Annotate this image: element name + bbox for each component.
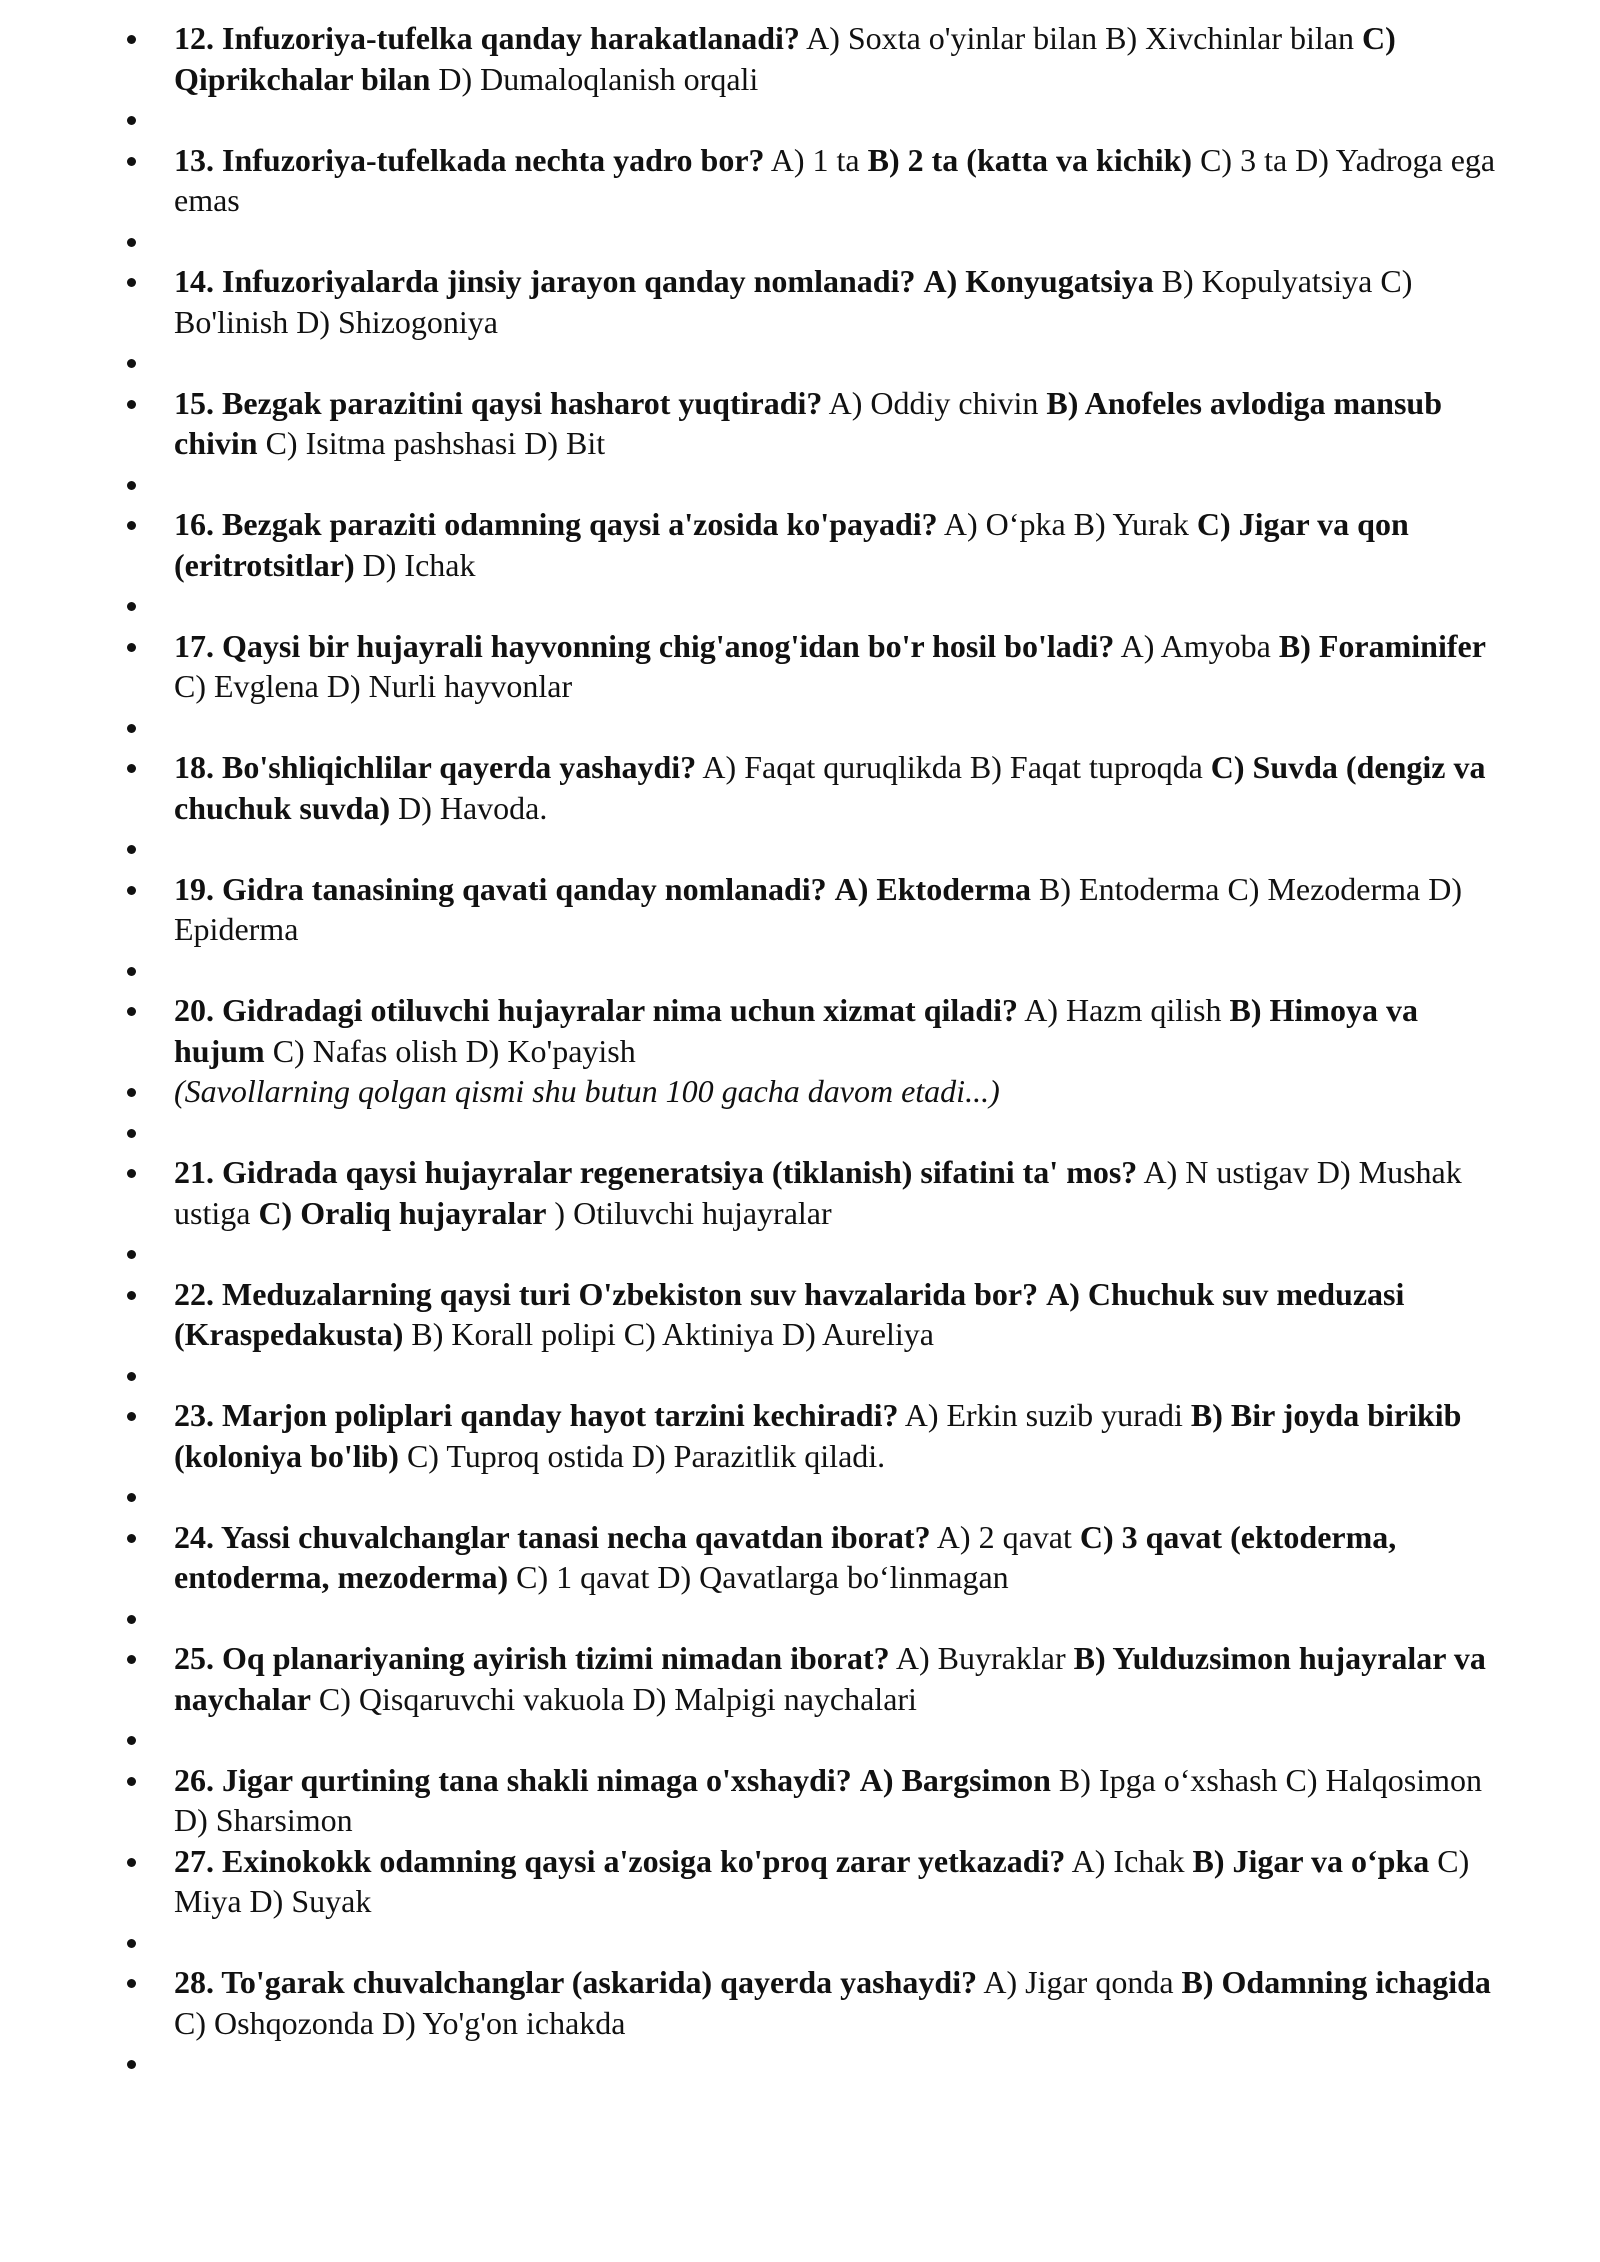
- correct-answer: A) Ektoderma: [834, 870, 1032, 907]
- question-item: [0, 261, 1600, 342]
- options-after-answer: B) Entoderma C) Mezoderma D) Epiderma: [174, 870, 1463, 947]
- question-list: [0, 18, 1600, 2084]
- question-item: [0, 140, 1600, 221]
- question-text: 25. Oq planariyaning ayirish tizimi nimadan iborat?: [174, 1640, 890, 1676]
- question-text: 28. To'garak chuvalchanglar (askarida) qayerda yashaydi?: [174, 1964, 978, 2000]
- empty-list-item: [0, 2043, 1600, 2084]
- empty-list-item: [0, 221, 1600, 262]
- options-after-answer: B) Ipga o‘xshash C) Halqosimon D) Sharsimon: [174, 1761, 1482, 1838]
- options-before-answer: A) Erkin suzib yuradi: [898, 1397, 1191, 1433]
- empty-list-item: [0, 1476, 1600, 1517]
- options-after-answer: C) Qisqaruvchi vakuola D) Malpigi naychalari: [310, 1680, 917, 1717]
- question-text: 13. Infuzoriya-tufelkada nechta yadro bor?: [174, 141, 765, 178]
- options-before-answer: A) O‘pka B) Yurak: [937, 506, 1197, 542]
- options-after-answer: ) Otiluvchi hujayralar: [546, 1194, 832, 1231]
- empty-list-item: [0, 707, 1600, 748]
- question-text: 24. Yassi chuvalchanglar tanasi necha qavatdan iborat?: [174, 1518, 931, 1555]
- options-before-answer: A) Ichak: [1065, 1842, 1193, 1879]
- continuation-note: (Savollarning qolgan qismi shu butun 100 gacha davom etadi...): [174, 1073, 1000, 1109]
- question-text: 15. Bezgak parazitini qaysi hasharot yuqtiradi?: [174, 384, 823, 421]
- question-text: 20. Gidradagi otiluvchi hujayralar nima uchun xizmat qiladi?: [174, 992, 1018, 1028]
- options-before-answer: [1038, 1276, 1046, 1312]
- question-text: 16. Bezgak paraziti odamning qaysi a'zosida ko'payadi?: [174, 506, 938, 542]
- question-item: [0, 383, 1600, 464]
- empty-list-item: [0, 828, 1600, 869]
- correct-answer: B) 2 ta (katta va kichik): [867, 141, 1193, 178]
- empty-list-item: [0, 1922, 1600, 1963]
- question-item: [0, 1274, 1600, 1355]
- question-text: 22. Meduzalarning qaysi turi O'zbekiston suv havzalarida bor?: [174, 1275, 1039, 1312]
- correct-answer: B) Foraminifer: [1278, 627, 1486, 664]
- question-item: [0, 990, 1600, 1071]
- empty-list-item: [0, 1112, 1600, 1153]
- options-before-answer: [827, 871, 835, 907]
- question-text: 17. Qaysi bir hujayrali hayvonning chig'anog'idan bo'r hosil bo'ladi?: [174, 627, 1115, 664]
- correct-answer: B) Odamning ichagida: [1181, 1964, 1491, 2000]
- question-item: [0, 1962, 1600, 2043]
- empty-list-item: [0, 585, 1600, 626]
- empty-list-item: [0, 342, 1600, 383]
- correct-answer: C) 3 qavat (ektoderma, entoderma, mezoderma): [174, 1518, 1397, 1595]
- options-before-answer: A) Faqat quruqlikda B) Faqat tuproqda: [696, 749, 1211, 785]
- options-after-answer: B) Kopulyatsiya C) Bo'linish D) Shizogoniya: [174, 263, 1413, 340]
- options-after-answer: B) Korall polipi C) Aktiniya D) Aureliya: [403, 1316, 934, 1352]
- options-before-answer: A) Oddiy chivin: [822, 384, 1047, 421]
- options-after-answer: C) Evglena D) Nurli hayvonlar: [174, 668, 573, 704]
- question-text: 12. Infuzoriya-tufelka qanday harakatlanadi?: [174, 20, 800, 56]
- question-item: [0, 1395, 1600, 1476]
- question-item: [0, 18, 1600, 99]
- empty-list-item: [0, 99, 1600, 140]
- question-item: [0, 504, 1600, 585]
- correct-answer: B) Yulduzsimon hujayralar va naychalar: [174, 1640, 1486, 1717]
- empty-list-item: [0, 1598, 1600, 1639]
- empty-list-item: [0, 1355, 1600, 1396]
- question-text: 18. Bo'shliqichlilar qayerda yashaydi?: [174, 749, 697, 785]
- question-item: [0, 869, 1600, 950]
- correct-answer: A) Chuchuk suv meduzasi (Kraspedakusta): [174, 1275, 1405, 1352]
- options-before-answer: A) Hazm qilish: [1017, 992, 1230, 1028]
- options-after-answer: D) Ichak: [354, 546, 476, 583]
- correct-answer: B) Bir joyda birikib (koloniya bo'lib): [174, 1397, 1462, 1474]
- question-text: 26. Jigar qurtining tana shakli nimaga o'xshaydi?: [174, 1761, 852, 1798]
- empty-list-item: [0, 1719, 1600, 1760]
- correct-answer: C) Jigar va qon (eritrotsitlar): [174, 506, 1409, 583]
- question-item: [0, 747, 1600, 828]
- options-after-answer: D) Havoda.: [390, 789, 548, 826]
- options-after-answer: C) 3 ta D) Yadroga ega emas: [174, 141, 1496, 218]
- question-item: [0, 1638, 1600, 1719]
- empty-list-item: [0, 1233, 1600, 1274]
- question-item: [0, 1517, 1600, 1598]
- question-item: [0, 1760, 1600, 1841]
- correct-answer: C) Qiprikchalar bilan: [174, 20, 1396, 97]
- note-list-item: [0, 1071, 1600, 1112]
- options-before-answer: A) Amyoba: [1114, 627, 1279, 664]
- question-text: 27. Exinokokk odamning qaysi a'zosiga ko'proq zarar yetkazadi?: [174, 1842, 1066, 1879]
- options-after-answer: C) Nafas olish D) Ko'payish: [264, 1032, 636, 1069]
- question-text: 23. Marjon poliplari qanday hayot tarzini kechiradi?: [174, 1397, 899, 1433]
- correct-answer: C) Suvda (dengiz va chuchuk suvda): [174, 749, 1486, 826]
- question-item: [0, 1152, 1600, 1233]
- question-item: [0, 1841, 1600, 1922]
- question-text: 21. Gidrada qaysi hujayralar regeneratsiya (tiklanish) sifatini ta' mos?: [174, 1154, 1138, 1190]
- correct-answer: B) Anofeles avlodiga mansub chivin: [174, 384, 1442, 461]
- options-after-answer: C) Isitma pashshasi D) Bit: [257, 425, 606, 461]
- options-before-answer: A) 2 qavat: [930, 1518, 1080, 1555]
- correct-answer: B) Himoya va hujum: [174, 992, 1418, 1069]
- options-before-answer: A) 1 ta: [764, 141, 868, 178]
- question-item: [0, 626, 1600, 707]
- options-after-answer: C) Tuproq ostida D) Parazitlik qiladi.: [398, 1437, 886, 1474]
- options-before-answer: A) N ustigav D) Mushak ustiga: [174, 1154, 1462, 1231]
- question-text: 14. Infuzoriyalarda jinsiy jarayon qanday nomlanadi?: [174, 263, 916, 299]
- options-after-answer: C) Oshqozonda D) Yo'g'on ichakda: [174, 2004, 626, 2041]
- options-after-answer: D) Dumaloqlanish orqali: [430, 60, 759, 97]
- correct-answer: B) Jigar va o‘pka: [1192, 1842, 1430, 1879]
- options-before-answer: A) Jigar qonda: [977, 1964, 1182, 2000]
- correct-answer: A) Konyugatsiya: [923, 263, 1154, 299]
- empty-list-item: [0, 950, 1600, 991]
- options-before-answer: [852, 1762, 860, 1798]
- options-after-answer: C) 1 qavat D) Qavatlarga bo‘linmagan: [508, 1559, 1009, 1595]
- options-before-answer: A) Soxta o'yinlar bilan B) Xivchinlar bilan: [799, 20, 1362, 56]
- empty-list-item: [0, 464, 1600, 505]
- question-text: 19. Gidra tanasining qavati qanday nomlanadi?: [174, 870, 827, 907]
- options-before-answer: A) Buyraklar: [889, 1640, 1074, 1676]
- options-after-answer: C) Miya D) Suyak: [174, 1842, 1470, 1919]
- correct-answer: A) Bargsimon: [859, 1761, 1051, 1798]
- correct-answer: C) Oraliq hujayralar: [258, 1194, 547, 1231]
